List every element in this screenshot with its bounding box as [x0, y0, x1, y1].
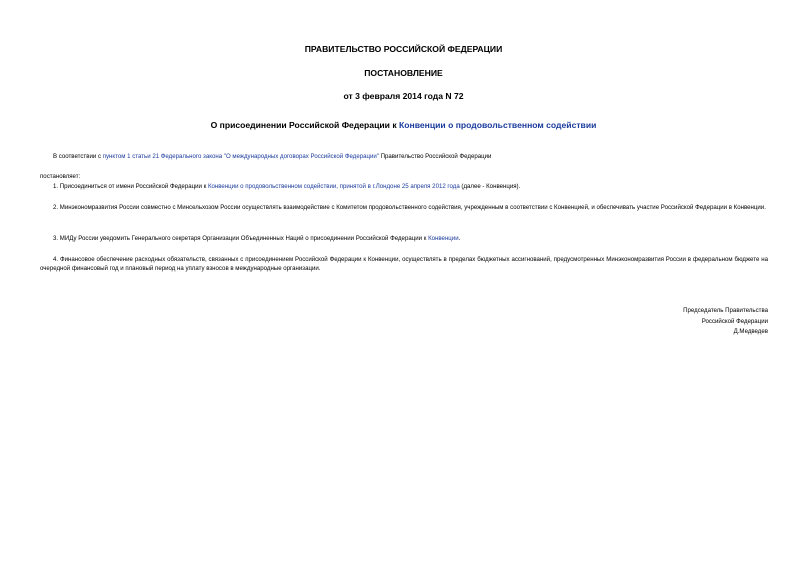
signature-line-3: Д.Медведев — [733, 328, 768, 336]
item-2: 2. Минэкономразвития России совместно с Минсельхозом России осуществлять взаимодействие с Комитетом продовольственного содействия, учрежденным в соответствии с Конвенцией, и обеспечивать участие Российской Федерации в Конвенции. — [53, 204, 766, 211]
date-number-heading: от 3 февраля 2014 года N 72 — [343, 91, 464, 101]
document-title — [0, 120, 807, 130]
preamble-text-after: Правительство Российской Федерации — [378, 153, 492, 160]
item-3-before: 3. МИДу России уведомить Генерального секретаря Организации Объединенных Наций о присоединении Российской Федерации к — [53, 235, 429, 242]
preamble-text-before: В соответствии с — [53, 153, 103, 160]
preamble-law-link[interactable]: пунктом 1 статьи 21 Федерального закона "О международных договорах Российской Федерации" — [102, 153, 379, 160]
signature-line-2: Российской Федерации — [701, 318, 768, 326]
title-prefix: О присоединении Российской Федерации к — [210, 120, 400, 130]
signature-line-1: Председатель Правительства — [683, 307, 768, 314]
item-3 — [40, 234, 768, 243]
item-1-after: (далее - Конвенция). — [459, 183, 521, 190]
item-1-convention-link[interactable]: Конвенции о продовольственном содействии, принятой в г.Лондоне 25 апреля 2012 года — [207, 183, 460, 190]
decree-word: постановляет: — [40, 173, 81, 180]
title-convention-link[interactable]: Конвенции о продовольственном содействии — [399, 120, 597, 130]
item-1-before: 1. Присоединиться от имени Российской Федерации к — [53, 183, 208, 190]
doc-type-heading: ПОСТАНОВЛЕНИЕ — [364, 68, 443, 78]
item-3-convention-link[interactable]: Конвенции — [428, 235, 459, 242]
preamble-paragraph — [40, 152, 768, 161]
item-4: 4. Финансовое обеспечение расходных обязательств, связанных с присоединением Российской Федерации к Конвенции, осуществлять в пределах бюджетных ассигнований, предусмотренных Минэкономразвития России в федеральном бюджете на очередной финансовый год и плановый период на уплату взносов в международные организации. — [40, 256, 768, 273]
item-1 — [40, 182, 768, 191]
signature-block — [568, 306, 768, 337]
item-3-after: . — [458, 235, 461, 242]
government-heading: ПРАВИТЕЛЬСТВО РОССИЙСКОЙ ФЕДЕРАЦИИ — [304, 44, 503, 54]
